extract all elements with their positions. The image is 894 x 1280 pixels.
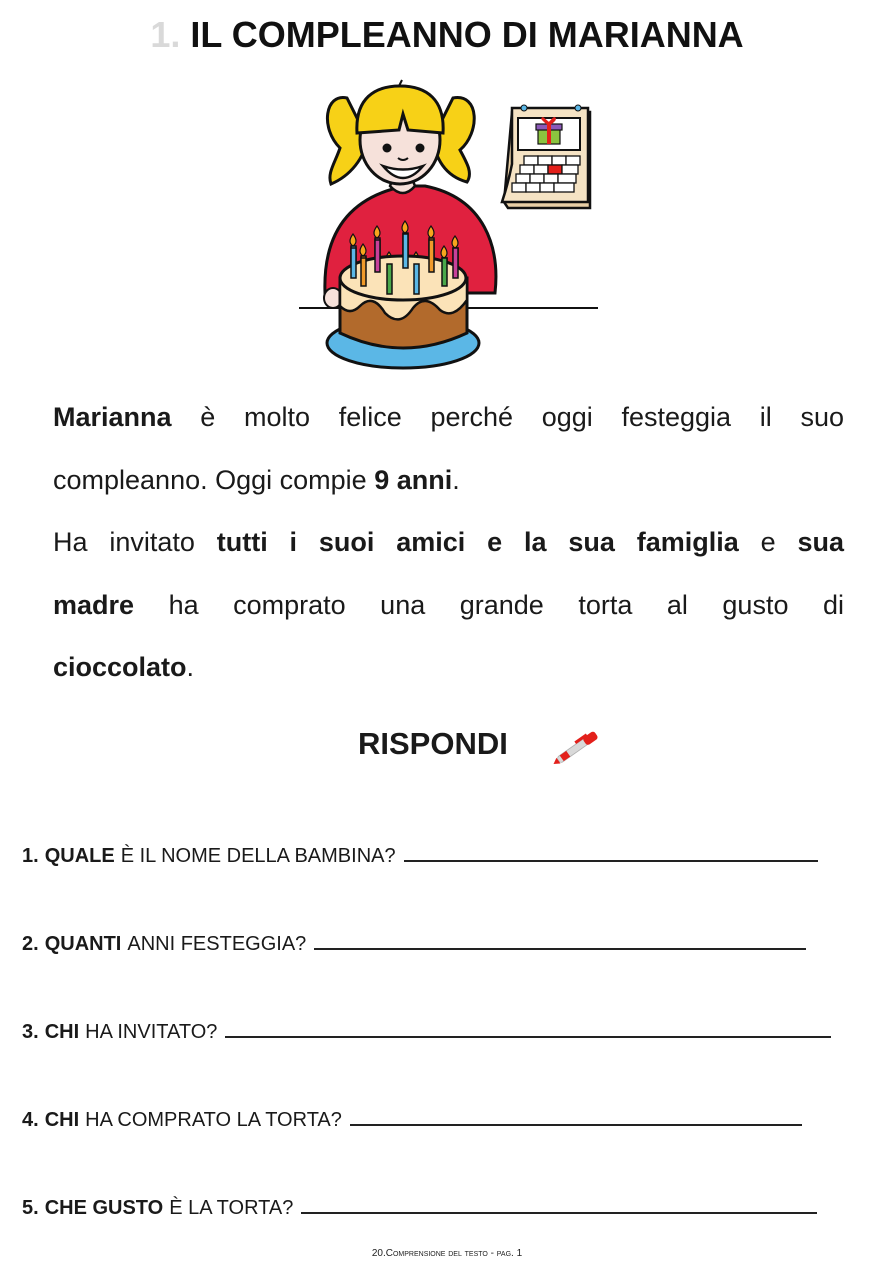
story-fragment: e <box>738 527 798 557</box>
section-heading-rispondi: RISPONDI <box>358 726 508 761</box>
question-2 <box>22 928 806 956</box>
title-number: 1. <box>150 14 181 55</box>
question-3 <box>22 1016 831 1044</box>
question-number: 3. <box>22 1021 39 1043</box>
title-text: IL COMPLEANNO DI MARIANNA <box>190 14 744 55</box>
story-line-3 <box>53 511 844 574</box>
answer-blank-2[interactable] <box>314 928 806 950</box>
story-fragment: ha comprato una grande torta al gusto di <box>134 589 844 620</box>
story-age-bold: 9 anni <box>374 464 453 495</box>
story-flavor-bold: cioccolato <box>53 652 187 682</box>
question-text: HA COMPRATO LA TORTA? <box>85 1109 342 1131</box>
story-guests-bold: tutti i suoi amici e la sua famiglia <box>216 527 739 557</box>
question-keyword: CHI <box>44 1109 80 1131</box>
footer-prefix: 20. <box>371 1248 386 1259</box>
page-footer <box>0 1248 894 1259</box>
question-keyword: CHE GUSTO <box>44 1197 164 1219</box>
story-mother-bold: madre <box>53 589 135 620</box>
question-1 <box>22 840 818 868</box>
question-number: 5. <box>22 1197 39 1219</box>
pen-icon <box>548 727 606 767</box>
question-number: 4. <box>22 1109 39 1131</box>
story-fragment: . <box>186 652 195 682</box>
question-text: HA INVITATO? <box>85 1021 218 1043</box>
story-fragment: è molto felice perché oggi festeggia il suo <box>171 402 844 432</box>
question-number: 1. <box>22 845 39 867</box>
answer-blank-5[interactable] <box>301 1192 817 1214</box>
footer-text: Comprensione del testo - pag. 1 <box>385 1248 523 1259</box>
calendar-with-gift-icon <box>498 104 594 212</box>
question-text: È LA TORTA? <box>169 1197 294 1219</box>
story-fragment: Ha invitato <box>53 527 217 557</box>
question-keyword: CHI <box>44 1021 80 1043</box>
story-line-4 <box>53 574 844 637</box>
story-fragment: . <box>452 464 460 495</box>
page-title <box>0 14 894 56</box>
story-line-1 <box>53 386 844 449</box>
story-fragment: compleanno. Oggi compie <box>53 464 375 495</box>
question-4 <box>22 1104 802 1132</box>
story-name-bold: Marianna <box>53 402 172 432</box>
story-line-5 <box>53 636 844 699</box>
question-5 <box>22 1192 817 1220</box>
question-text: È IL NOME DELLA BAMBINA? <box>120 845 396 867</box>
answer-blank-1[interactable] <box>404 840 818 862</box>
answer-blank-3[interactable] <box>225 1016 831 1038</box>
question-keyword: QUANTI <box>44 933 122 955</box>
question-keyword: QUALE <box>44 845 115 867</box>
story-bold: sua <box>797 527 844 557</box>
answer-blank-4[interactable] <box>350 1104 802 1126</box>
story-line-2 <box>53 449 844 512</box>
question-text: ANNI FESTEGGIA? <box>127 933 307 955</box>
story-text <box>53 386 844 699</box>
question-number: 2. <box>22 933 39 955</box>
